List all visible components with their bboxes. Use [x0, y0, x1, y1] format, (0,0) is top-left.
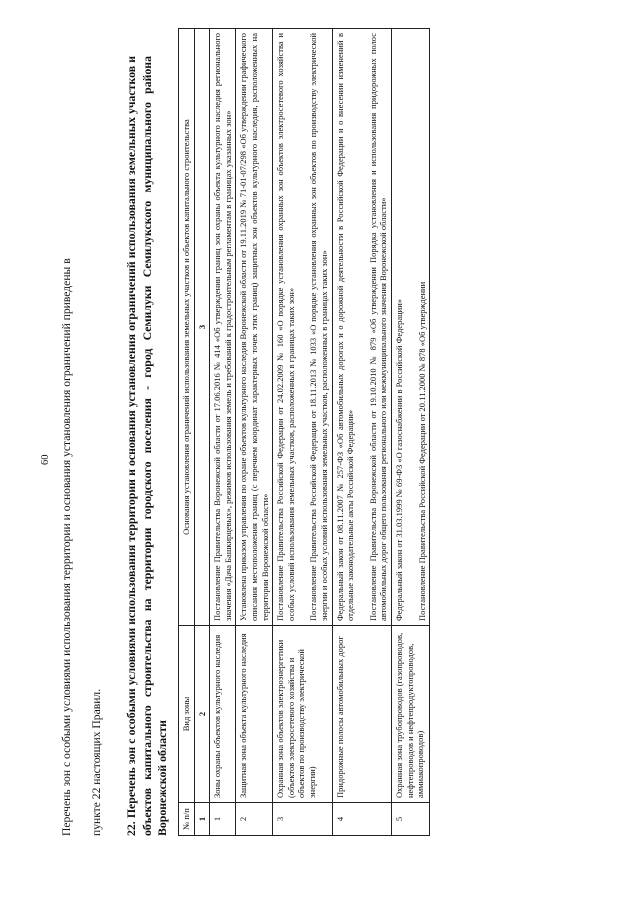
section-heading: 22. Перечень зон с особыми условиями использования территории и основания установления ограничений использования земельных участков и объектов капитального строительства на территории городского поселения - город Семилуки Семилукского муниципального района Воронежской области [124, 56, 170, 836]
spacer [356, 33, 368, 621]
basis-document: Постановление Правительства Воронежской области от 19.10.2010 № 879 «Об утверждении Порядка установления и использования придорожных полос автомобильных дорог общего пользования регионального или межмуниципального значения Воронежской области» [367, 33, 389, 621]
zone-type: Придорожные полосы автомобильных дорог [332, 626, 391, 803]
table-row [236, 29, 273, 836]
zone-type: Зоны охраны объектов культурного наследия [210, 626, 236, 803]
basis-documents [273, 29, 332, 626]
restrictions-table [178, 28, 430, 836]
basis-document: Постановление Правительства Воронежской области от 17.06.2016 № 414 «Об утверждении границ зон охраны объекта культурного наследия регионального значения «Дача Башкирцевых», режимов использования земель и требований к градостроительным регламентам в границах указанных зон» [210, 29, 236, 626]
intro-paragraph [52, 56, 112, 836]
intro-line-2: пункте 22 настоящих Правил. [90, 688, 103, 836]
zone-type: Охранная зона трубопроводов (газопроводов, нефтепроводов и нефтепродуктопроводов, аммиакопроводов) [391, 626, 429, 803]
basis-document: Постановление Правительства Российской Федерации от 18.11.2013 № 1033 «О порядке установления охранных зон объектов по производству электрической энергии и особых условий использования земельных участков, расположенных в границах таких зон» [308, 33, 329, 621]
table-row [210, 29, 236, 836]
col-number: 2 [194, 626, 210, 803]
page-number: 60 [40, 454, 51, 465]
zone-type: Защитная зона объекта культурного наследия [236, 626, 273, 803]
spacer [296, 33, 308, 621]
row-num: 4 [332, 803, 391, 836]
basis-document: Федеральный закон от 31.03.1999 № 69-ФЗ «О газоснабжении в Российской Федерации» [393, 299, 404, 621]
table-row [273, 29, 332, 836]
basis-documents [332, 29, 391, 626]
basis-document: Постановление Правительства Российской Федерации от 20.11.2000 № 878 «Об утверждении [416, 281, 427, 621]
intro-line-1: Перечень зон с особыми условиями использования территории и основания установления ограничений приведены в [60, 258, 73, 836]
zone-type: Охранная зона объектов электроэнергетики (объектов электросетевого хозяйства и объектов по производству электрической энергии) [273, 626, 332, 803]
basis-documents [391, 29, 429, 626]
basis-document: Установлена приказом управления по охране объектов культурного наследия Воронежской области от 19.11.2019 № 71-01-07/298 «Об утверждении графического описания местоположения границ (с перечнем координат характерных точек этих границ) защитных зон объектов культурного наследия, расположенных на территории Воронежской области» [236, 29, 273, 626]
row-num: 3 [273, 803, 332, 836]
header-num: № п/п [179, 803, 195, 836]
row-num: 2 [236, 803, 273, 836]
row-num: 1 [210, 803, 236, 836]
table-row [332, 29, 391, 836]
table-row [391, 29, 429, 836]
header-basis: Основания установления ограничений использования земельных участков и объектов капитального строительства [179, 29, 195, 626]
rotated-content [38, 33, 623, 842]
basis-document: Постановление Правительства Российской Федерации от 24.02.2009 № 160 «О порядке установления охранных зон объектов электросетевого хозяйства и особых условий использования земельных участков, расположенных в границах таких зон» [275, 33, 296, 621]
col-number: 1 [194, 803, 210, 836]
table-header-row [179, 29, 195, 836]
column-number-row [194, 29, 210, 836]
header-zone: Вид зоны [179, 626, 195, 803]
spacer [405, 33, 417, 621]
basis-document: Федеральный закон от 08.11.2007 № 257-ФЗ «Об автомобильных дорогах и о дорожной деятельности в Российской Федерации и о внесении изменений в отдельные законодательные акты Российской Федерации» [334, 33, 356, 621]
row-num: 5 [391, 803, 429, 836]
col-number: 3 [194, 29, 210, 626]
